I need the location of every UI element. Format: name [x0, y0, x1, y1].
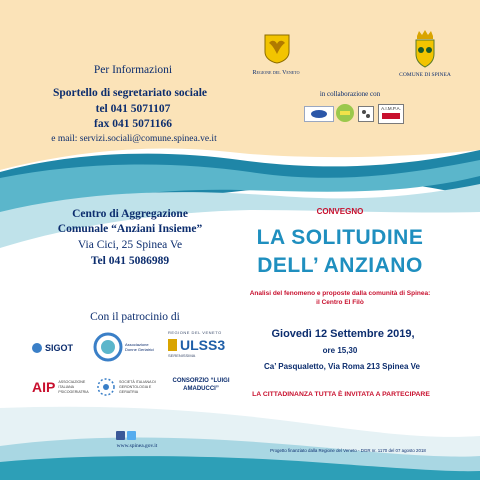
- ulss-lion-icon: [168, 339, 177, 351]
- association-icon: [93, 332, 123, 362]
- event-invite: LA CITTADINANZA TUTTA È INVITATA A PARTECIPARE: [252, 391, 430, 398]
- association-text: Associazione Donne Geriatrici: [125, 342, 154, 352]
- regione-veneto-logo: [264, 34, 290, 64]
- sigg-icon: [96, 377, 116, 397]
- ulss-sub-serenissima: SERENISSIMA: [168, 353, 196, 358]
- facebook-icon[interactable]: [116, 431, 125, 440]
- event-date: Giovedì 12 Settembre 2019,: [271, 328, 415, 340]
- event-subtitle-line1: Analisi del fenomeno e proposte dalla comunità di Spinea:: [249, 290, 431, 297]
- centro-line2: Comunale “Anziani Insieme”: [57, 223, 203, 235]
- sigg-logo: [96, 374, 162, 400]
- sigot-logo: [32, 341, 82, 355]
- aimpa-logo-text: A.I.M.P.A.: [381, 106, 401, 111]
- ulss-text: ULSS3: [180, 337, 226, 353]
- info-heading: Per Informazioni: [93, 64, 173, 76]
- office-email[interactable]: e mail: servizi.sociali@comune.spinea.ve.it: [51, 134, 217, 144]
- office-tel: tel 041 5071107: [95, 103, 171, 115]
- centro-line1: Centro di Aggregazione: [72, 208, 188, 220]
- centro-line4: Tel 041 5086989: [90, 255, 170, 267]
- comune-spinea-crest: [414, 30, 436, 68]
- aimpa-logo: [378, 104, 404, 124]
- ada-logo: [336, 104, 354, 122]
- comune-label: COMUNE DI SPINEA: [399, 72, 451, 78]
- office-name: Sportello di segretariato sociale: [52, 87, 208, 99]
- office-fax: fax 041 5071166: [94, 118, 172, 130]
- sigot-icon: [32, 343, 42, 353]
- event-kicker: CONVEGNO: [316, 207, 364, 216]
- ulss-logo: [168, 330, 228, 362]
- event-title-line1: LA SOLITUDINE: [256, 226, 424, 249]
- event-subtitle-line2: il Centro El Filò: [316, 299, 364, 306]
- aip-text: ASSOCIAZIONE ITALIANA PSICOGERIATRIA: [58, 379, 89, 394]
- ulss-sub-regione: REGIONE DEL VENETO: [168, 330, 222, 335]
- association-logo: [93, 330, 159, 364]
- funding-note: Progetto finanziato dalla Regione del Veneto - DGR nr. 1170 del 07 agosto 2018: [270, 448, 426, 453]
- website-link[interactable]: www.spinea.gov.it: [116, 443, 158, 449]
- social-icons: [116, 431, 140, 441]
- twitter-icon[interactable]: [127, 431, 136, 440]
- aip-icon: AIP: [32, 379, 56, 395]
- aip-logo: [32, 374, 92, 400]
- event-title-line2: DELL’ ANZIANO: [257, 254, 423, 277]
- collab-label: in collaborazione con: [319, 90, 381, 98]
- centro-line3: Via Cici, 25 Spinea Ve: [77, 239, 183, 251]
- sigot-text: SIGOT: [45, 343, 74, 353]
- patrocinio-heading: Con il patrocinio di: [90, 311, 180, 323]
- event-time: ore 15,30: [322, 346, 358, 355]
- sigg-text: SOCIETÀ ITALIANA DI GERONTOLOGIA E GERIATRIA: [119, 379, 156, 394]
- auser-logo: [304, 106, 334, 122]
- regione-label: Regione del Veneto: [252, 70, 300, 76]
- consorzio-text: CONSORZIO “LUIGI AMADUCCI”: [172, 378, 230, 392]
- event-venue: Ca’ Pasqualetto, Via Roma 213 Spinea Ve: [264, 362, 420, 371]
- anteas-logo: [358, 106, 374, 122]
